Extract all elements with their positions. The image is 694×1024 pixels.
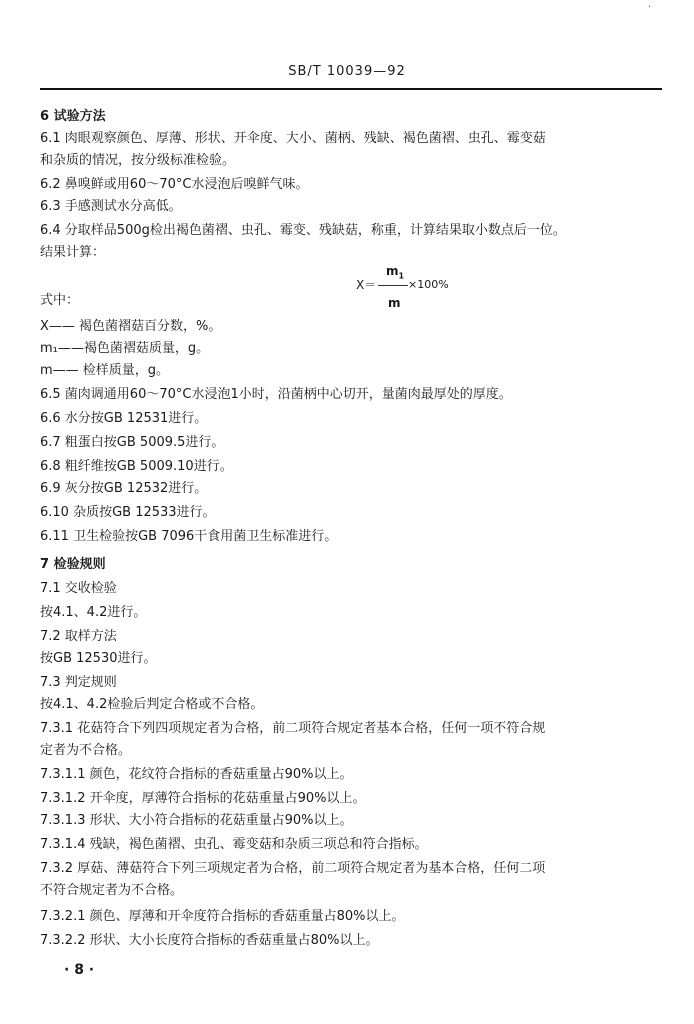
text-line: 按4.1、4.2进行。: [40, 605, 147, 620]
text-line: 6.1 肉眼观察颜色、厚薄、形状、开伞度、大小、菌柄、残缺、褐色菌褶、虫孔、霉变菇: [40, 131, 546, 146]
text-line: m₁——褐色菌褶菇质量，g。: [40, 341, 210, 356]
text-line: 6.5 菌肉调通用60～70°C水浸泡1小时，沿菌柄中心切开，量菌肉最厚处的厚度。: [40, 387, 512, 402]
text-line: 6.8 粗纤维按GB 5009.10进行。: [40, 459, 233, 474]
text-line: 6 试验方法: [40, 109, 106, 124]
text-line: 7.3.1.2 开伞度，厚薄符合指标的花菇重量占90%以上。: [40, 791, 366, 806]
text-line: 7.3 判定规则: [40, 675, 117, 690]
fraction-bar: [378, 285, 408, 286]
text-line: 6.9 灰分按GB 12532进行。: [40, 481, 208, 496]
text-line: 6.10 杂质按GB 12533进行。: [40, 505, 216, 520]
text-line: m—— 检样质量，g。: [40, 363, 170, 378]
text-line: 不符合规定者为不合格。: [40, 883, 184, 898]
text-line: 7.1 交收检验: [40, 581, 117, 596]
text-line: 7.3.2.2 形状、大小长度符合指标的香菇重量占80%以上。: [40, 933, 379, 948]
text-line: 7.3.1.3 形状、大小符合指标的花菇重量占90%以上。: [40, 813, 353, 828]
text-line: 按4.1、4.2检验后判定合格或不合格。: [40, 697, 264, 712]
text-line: 6.3 手感测试水分高低。: [40, 199, 182, 214]
formula-numerator: $m_1$: [386, 264, 405, 281]
text-line: 和杂质的情况，按分级标准检验。: [40, 153, 236, 168]
text-line: 6.11 卫生检验按GB 7096干食用菌卫生标准进行。: [40, 529, 338, 544]
text-line: 6.7 粗蛋白按GB 5009.5进行。: [40, 435, 225, 450]
text-line: 按GB 12530进行。: [40, 651, 157, 666]
text-line: 7.3.2 厚菇、薄菇符合下列三项规定者为合格，前二项符合规定者为基本合格，任何二项: [40, 861, 546, 876]
text-line: 7.3.1.4 残缺，褐色菌褶、虫孔、霉变菇和杂质三项总和符合指标。: [40, 837, 428, 852]
formula-multiplier: ×100%: [408, 278, 449, 291]
formula-denominator: m: [388, 296, 401, 310]
header-divider: [40, 88, 662, 90]
text-line: 6.2 鼻嗅鲜或用60～70°C水浸泡后嗅鲜气味。: [40, 177, 309, 192]
text-line: 7.3.1.1 颜色，花纹符合指标的香菇重量占90%以上。: [40, 767, 353, 782]
text-line: X—— 褐色菌褶菇百分数，%。: [40, 319, 222, 334]
text-line: 6.6 水分按GB 12531进行。: [40, 411, 208, 426]
text-line: 7 检验规则: [40, 557, 106, 572]
text-line: 6.4 分取样品500g检出褐色菌褶、虫孔、霉变、残缺菇，称重，计算结果取小数点后一位。: [40, 223, 566, 238]
text-line: 定者为不合格。: [40, 743, 132, 758]
text-line: 式中：: [40, 293, 80, 308]
page-number: · 8 ·: [64, 962, 95, 978]
corner-mark: ·: [648, 2, 652, 13]
text-line: 7.2 取样方法: [40, 629, 117, 644]
formula-lhs: X＝: [356, 278, 377, 292]
standard-code: SB/T 10039—92: [288, 64, 406, 79]
text-line: 结果计算：: [40, 245, 106, 260]
text-line: 7.3.2.1 颜色、厚薄和开伞度符合指标的香菇重量占80%以上。: [40, 909, 405, 924]
text-line: 7.3.1 花菇符合下列四项规定者为合格，前二项符合规定者基本合格，任何一项不符合规: [40, 721, 546, 736]
